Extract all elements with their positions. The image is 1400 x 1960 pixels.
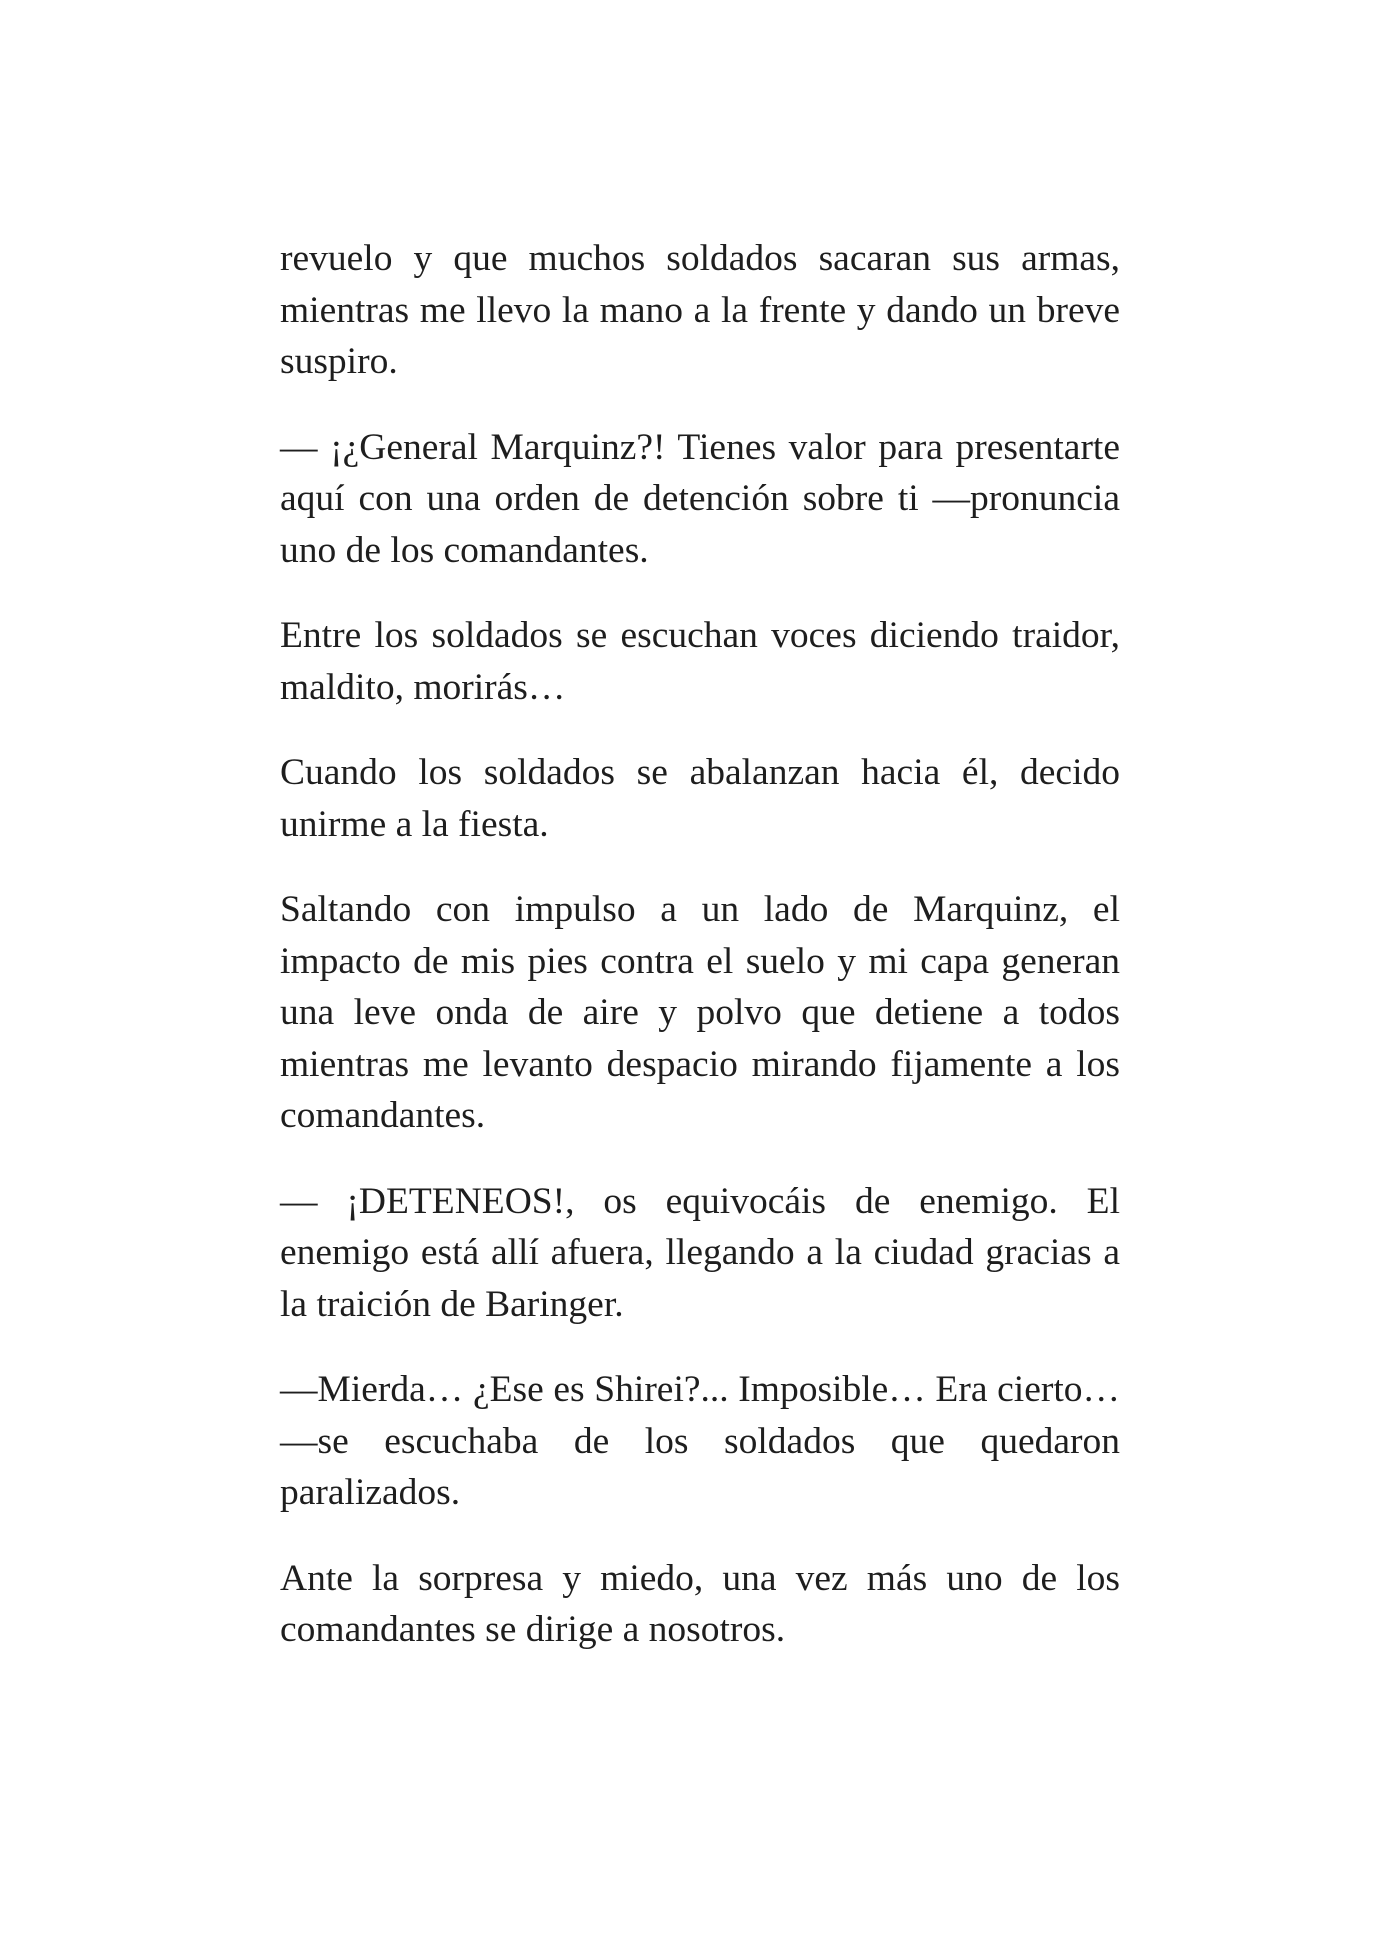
paragraph: revuelo y que muchos soldados sacaran sus armas, mientras me llevo la mano a la frente y dando un breve suspiro. xyxy=(280,238,1120,382)
paragraph: Entre los soldados se escuchan voces diciendo traidor, maldito, morirás… xyxy=(280,615,1120,708)
paragraph: Saltando con impulso a un lado de Marquinz, el impacto de mis pies contra el suelo y mi capa generan una leve onda de aire y polvo que detiene a todos mientras me levanto despacio mirando fijamente a los comandantes. xyxy=(280,889,1120,1136)
paragraph: Cuando los soldados se abalanzan hacia él, decido unirme a la fiesta. xyxy=(280,752,1120,845)
paragraph: —Mierda… ¿Ese es Shirei?... Imposible… Era cierto…—se escuchaba de los soldados que quedaron paralizados. xyxy=(280,1369,1120,1513)
paragraph: — ¡¿General Marquinz?! Tienes valor para presentarte aquí con una orden de detención sobre ti —pronuncia uno de los comandantes. xyxy=(280,426,1120,571)
body-text xyxy=(280,233,1120,1656)
paragraph: Ante la sorpresa y miedo, una vez más uno de los comandantes se dirige a nosotros. xyxy=(280,1557,1120,1650)
paragraph: — ¡DETENEOS!, os equivocáis de enemigo. El enemigo está allí afuera, llegando a la ciudad gracias a la traición de Baringer. xyxy=(280,1180,1120,1325)
